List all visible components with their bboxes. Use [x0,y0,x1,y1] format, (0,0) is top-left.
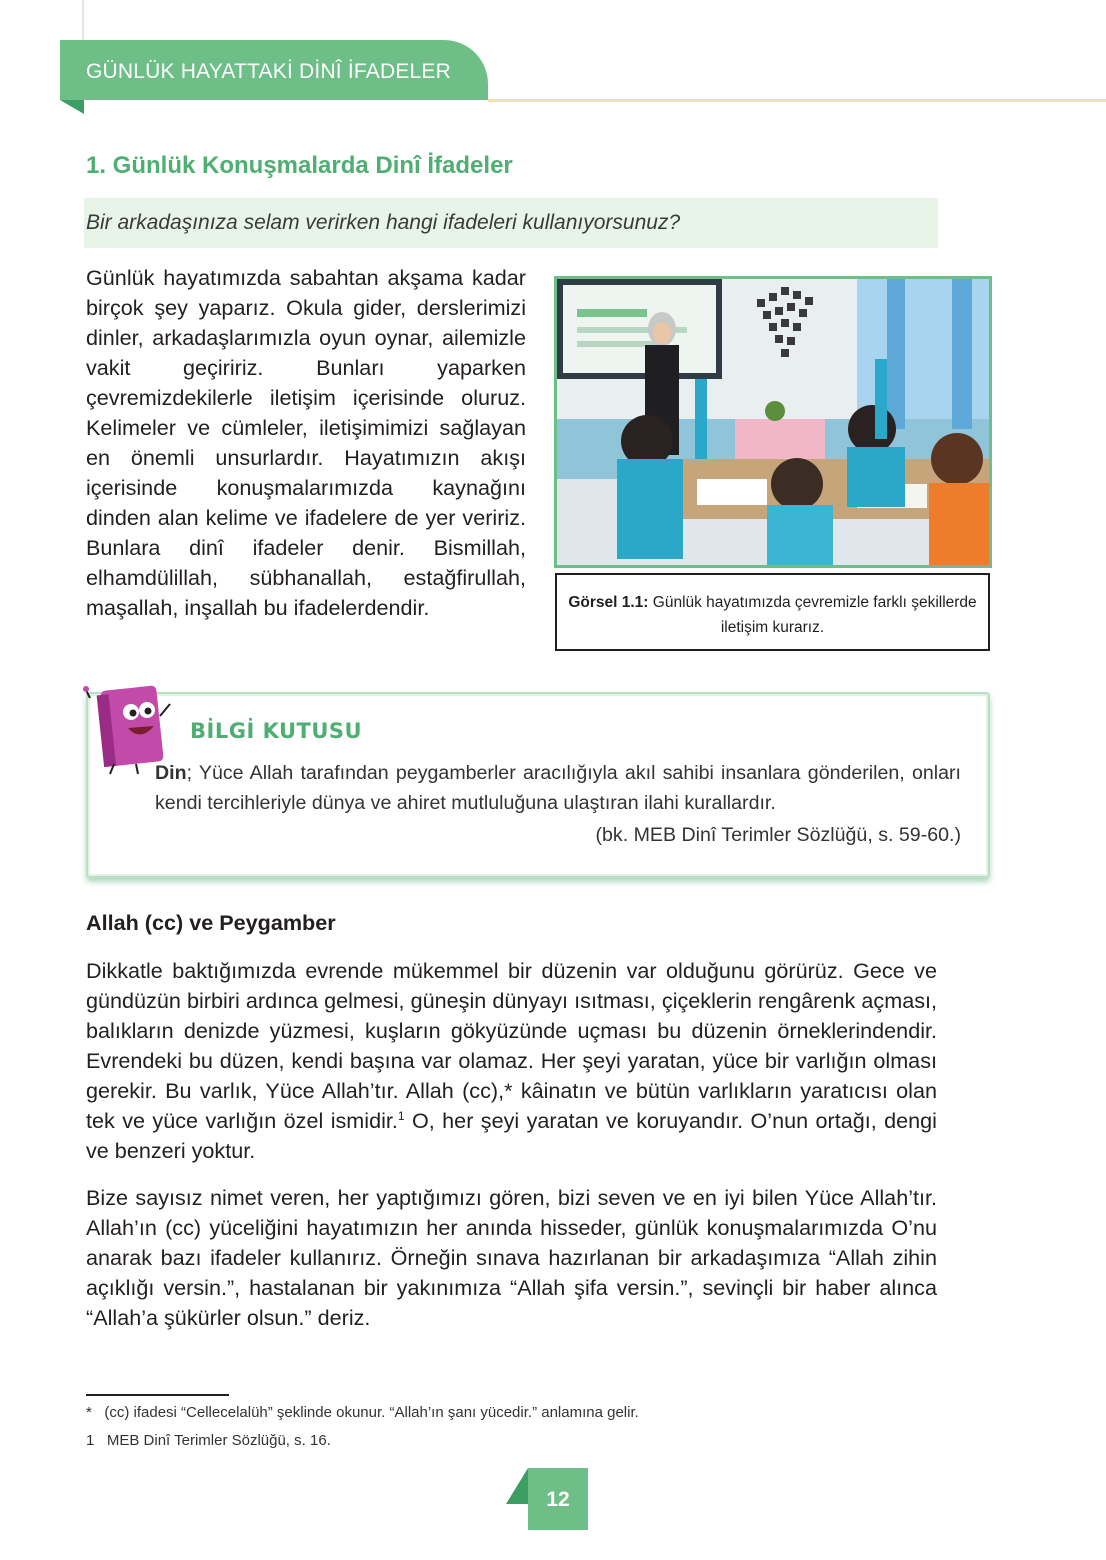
intro-paragraph: Günlük hayatımızda sabahtan akşama kadar birçok şey yaparız. Okula gider, derslerimizi dinler, arkadaşlarımızla oyun oynar, ailemizle vakit geçiririz. Bunları yaparken çevremizdekilerle iletişim içerisinde oluruz. Kelimeler ve cümleler, iletişimimizi sağlayan en önemli unsurlardır. Hayatımızın akışı içerisinde konuşmalarımızda kaynağını dinden alan kelime ve ifadelere de yer veririz. Bunlara dinî ifadeler denir. Bismillah, elhamdülillah, sübhanallah, estağfirullah, maşallah, inşallah bu ifadelerdendir. [86,265,526,620]
info-box-definition-text: ; Yüce Allah tarafından peygamberler aracılığıyla akıl sahibi insanlara gönderilen, onları kendi tercihleriyle dünya ve ahiret mutluluğuna ulaştıran ilahi kurallardır. [155,762,961,814]
body-paragraph-2: Bize sayısız nimet veren, her yaptığımızı gören, bizi seven ve en iyi bilen Yüce Allah’tır. Allah’ın (cc) yüceliğini hayatımızın her anında hisseder, günlük konuşmalarımızda O’nu anarak bazı ifadeler kullanırız. Örneğin sınava hazırlanan bir arkadaşımıza “Allah zihin açıklığı versin.”, hastalanan bir yakınımıza “Allah şifa versin.”, sevinçli bir haber alınca “Allah’a şükürler olsun.” deriz. [86,1185,937,1330]
paragraph-1-part-b: O, her şeyi yaratan ve koruyandır. O’nun ortağı, dengi ve benzeri yoktur. [86,1108,937,1163]
chapter-title: GÜNLÜK HAYATTAKİ DİNÎ İFADELER [86,60,452,83]
footnote-text: (cc) ifadesi “Cellecelalüh” şeklinde okunur. “Allah’ın şanı yücedir.” anlamına gelir. [104,1404,639,1421]
footnote-mark: 1 [86,1432,95,1449]
section-title: 1. Günlük Konuşmalarda Dinî İfadeler [86,152,513,179]
figure-caption [555,590,990,640]
page-number: 12 [546,1488,570,1511]
paragraph-1-part-a: Dikkatle baktığımızda evrende mükemmel bir düzenin var olduğunu görürüz. Gece ve gündüzün birbiri ardınca gelmesi, güneşin dünyayı ısıtması, çiçeklerin rengârenk açması, balıkların denizde yüzmesi, kuşların gökyüzünde uçması bu düzenin örneklerindendir. Evrendeki bu düzen, kendi başına var olamaz. Her şeyi yaratan, yüce bir varlığın olması gerekir. Bu varlık, Yüce Allah’tır. Allah (cc),* kâinatın ve bütün varlıkların yaratıcısı olan tek ve yüce varlığın özel ismidir. [86,958,937,1133]
info-box-source: (bk. MEB Dinî Terimler Sözlüğü, s. 59-60.) [595,824,961,846]
classroom-illustration [557,279,989,565]
info-box-term: Din [155,762,187,784]
footnote-2 [86,1432,331,1449]
footnote-rule [86,1394,229,1396]
question-text: Bir arkadaşınıza selam verirken hangi ifadeleri kullanıyorsunuz? [86,211,681,234]
info-box-title: BİLGİ KUTUSU [190,719,363,743]
header-rule [488,99,1106,102]
body-paragraph-1 [86,956,937,1166]
caption-text: Günlük hayatımızda çevremizle farklı şekillerde iletişim kurarız. [652,594,977,636]
header-fold [60,100,84,114]
info-box-definition [155,758,961,818]
footnote-ref: 1 [397,1108,405,1123]
classroom-photo [554,276,992,568]
caption-label: Görsel 1.1: [568,594,649,611]
footnote-mark: * [86,1404,92,1421]
subsection-title: Allah (cc) ve Peygamber [86,910,336,935]
footnote-1 [86,1404,639,1421]
margin-rule [82,0,84,40]
page-tab-fold [506,1468,528,1504]
footnote-text: MEB Dinî Terimler Sözlüğü, s. 16. [106,1432,331,1449]
